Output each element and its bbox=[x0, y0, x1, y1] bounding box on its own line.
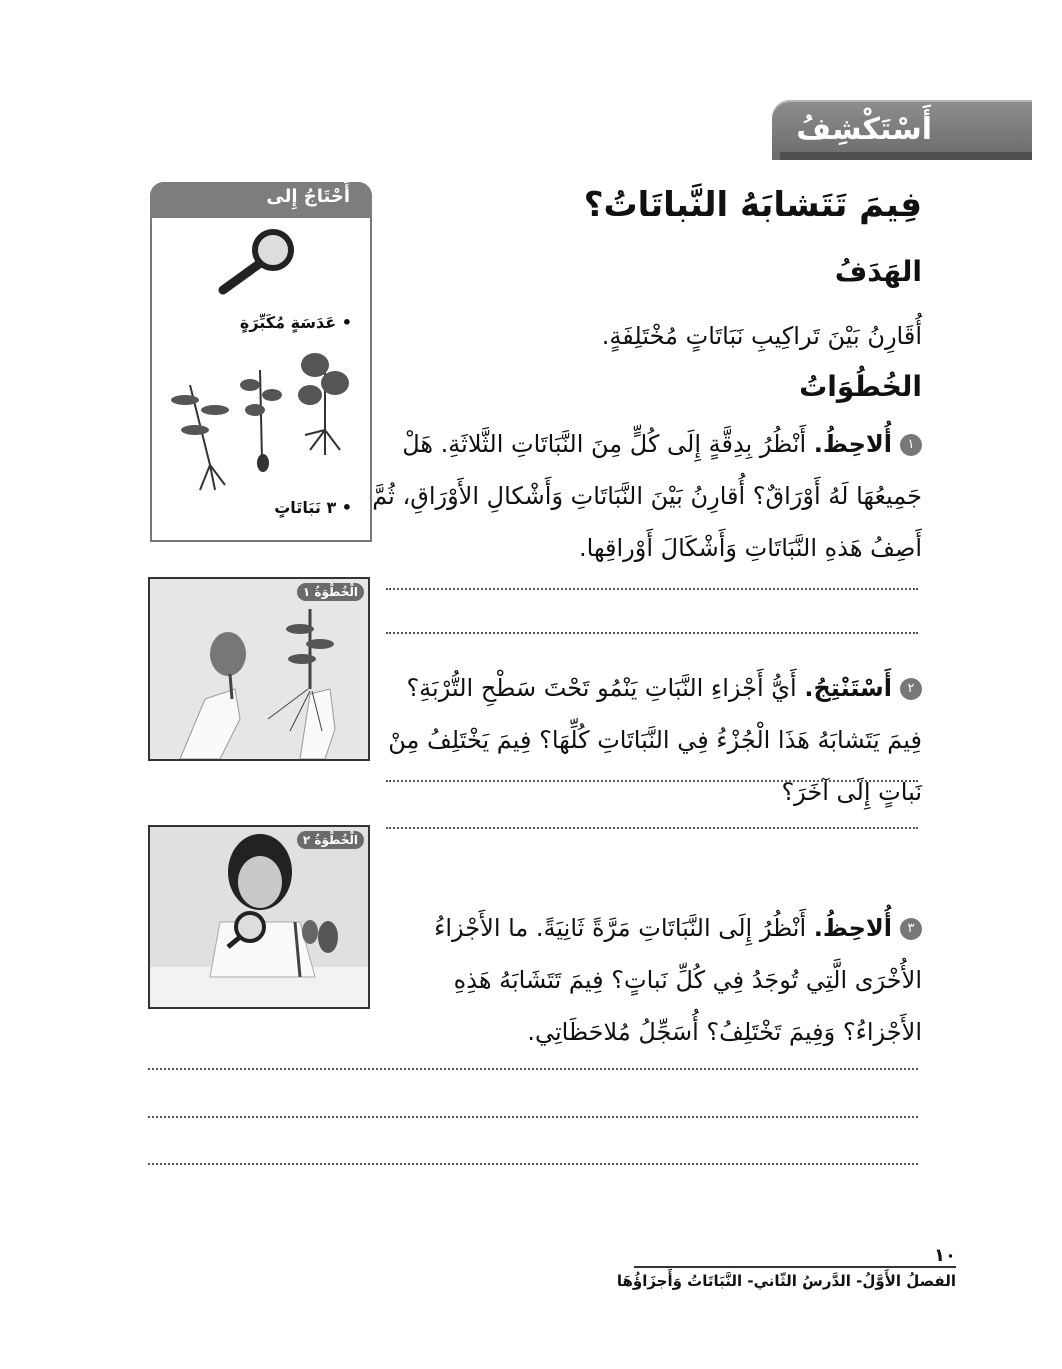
answer-line[interactable] bbox=[386, 632, 918, 634]
step-text-2: أَيُّ أَجْزاءِ النَّبَاتِ يَنْمُو تَحْتَ سَطْحِ التُّرْبَةِ؟ فِيمَ يَتَشابَهُ هَذَا الْجُزْءُ فِي النَّبَاتَاتِ كُلِّهَا؟ فِيمَ يَخْتَلِفُ مِنْ نَباتٍ إِلَى آخَرَ؟ bbox=[388, 674, 922, 806]
goal-text: أُقَارِنُ بَيْنَ تَراكِيبِ نَبَاتَاتٍ مُخْتَلِفَةٍ. bbox=[601, 322, 922, 350]
step-1 bbox=[370, 418, 922, 574]
magnifier-icon bbox=[215, 228, 305, 298]
step-1-photo bbox=[148, 577, 370, 761]
goal-heading: الهَدَفُ bbox=[834, 255, 922, 288]
step-number-2: ٢ bbox=[900, 678, 922, 700]
answer-line[interactable] bbox=[386, 588, 918, 590]
child-with-magnifier-image bbox=[150, 827, 368, 1007]
step-2 bbox=[370, 662, 922, 818]
page-number: ١٠ bbox=[934, 1245, 956, 1266]
footer-chapter-text: الفصلُ الأَوَّلُ- الدَّرسُ الثّاني- النَّبَاتَاتُ وَأَجزَاؤُهَا bbox=[616, 1272, 956, 1290]
section-tab-label: أَسْتَكْشِفُ bbox=[796, 112, 932, 147]
step-number-3: ٣ bbox=[900, 918, 922, 940]
step-text-3: أَنْظُرُ إِلَى النَّبَاتَاتِ مَرَّةً ثَانِيَةً. ما الأَجْزاءُ الأُخْرَى الَّتِي تُوجَدُ فِي كُلِّ نَباتٍ؟ فِيمَ تَتَشَابَهُ هَذِهِ الأَجْزاءُ؟ وَفِيمَ تَخْتَلِفُ؟ أُسَجِّلُ مُلاحَظَاتِي. bbox=[434, 914, 922, 1046]
step-3 bbox=[370, 902, 922, 1058]
answer-line[interactable] bbox=[386, 780, 918, 782]
answer-line[interactable] bbox=[148, 1163, 918, 1165]
answer-line[interactable] bbox=[386, 827, 918, 829]
materials-heading: أَحْتَاجُ إِلى bbox=[266, 186, 350, 207]
step-2-photo bbox=[148, 825, 370, 1009]
hands-holding-plants-image bbox=[150, 579, 368, 759]
section-tab-underline bbox=[780, 152, 1032, 160]
step-1-photo-label: الْخُطْوَةُ ١ bbox=[297, 583, 364, 601]
step-keyword-1: أُلاحِظُ. bbox=[813, 430, 892, 458]
step-number-1: ١ bbox=[900, 434, 922, 456]
answer-line[interactable] bbox=[148, 1116, 918, 1118]
step-2-photo-label: الْخُطْوَةُ ٢ bbox=[297, 831, 364, 849]
step-text-1: أَنْظُرُ بِدِقَّةٍ إِلَى كُلٍّ مِنَ النَّبَاتَاتِ الثَّلاثَةِ. هَلْ جَمِيعُهَا لَهُ أَوْرَاقٌ؟ أُقارِنُ بَيْنَ النَّبَاتَاتِ وَأَشْكالِ الأَوْرَاقِ، ثُمَّ أَصِفُ هَذهِ النَّبَاتَاتِ وَأَشْكَالَ أَوْراقِها. bbox=[372, 430, 922, 562]
steps-heading: الخُطُوَاتُ bbox=[799, 370, 922, 403]
footer-rule bbox=[634, 1266, 956, 1268]
answer-line[interactable] bbox=[148, 1068, 918, 1070]
step-keyword-2: أَسْتَنْتِجُ. bbox=[804, 674, 892, 702]
material-item-2: • ٣ نَبَاتَاتٍ bbox=[274, 498, 352, 517]
page-title: فِيمَ تَتَشابَهُ النَّباتَاتُ؟ bbox=[583, 185, 922, 225]
plants-illustration bbox=[160, 345, 360, 495]
material-item-1: • عَدَسَةٍ مُكَبِّرَةٍ bbox=[239, 313, 352, 332]
step-keyword-3: أُلاحِظُ. bbox=[813, 914, 892, 942]
